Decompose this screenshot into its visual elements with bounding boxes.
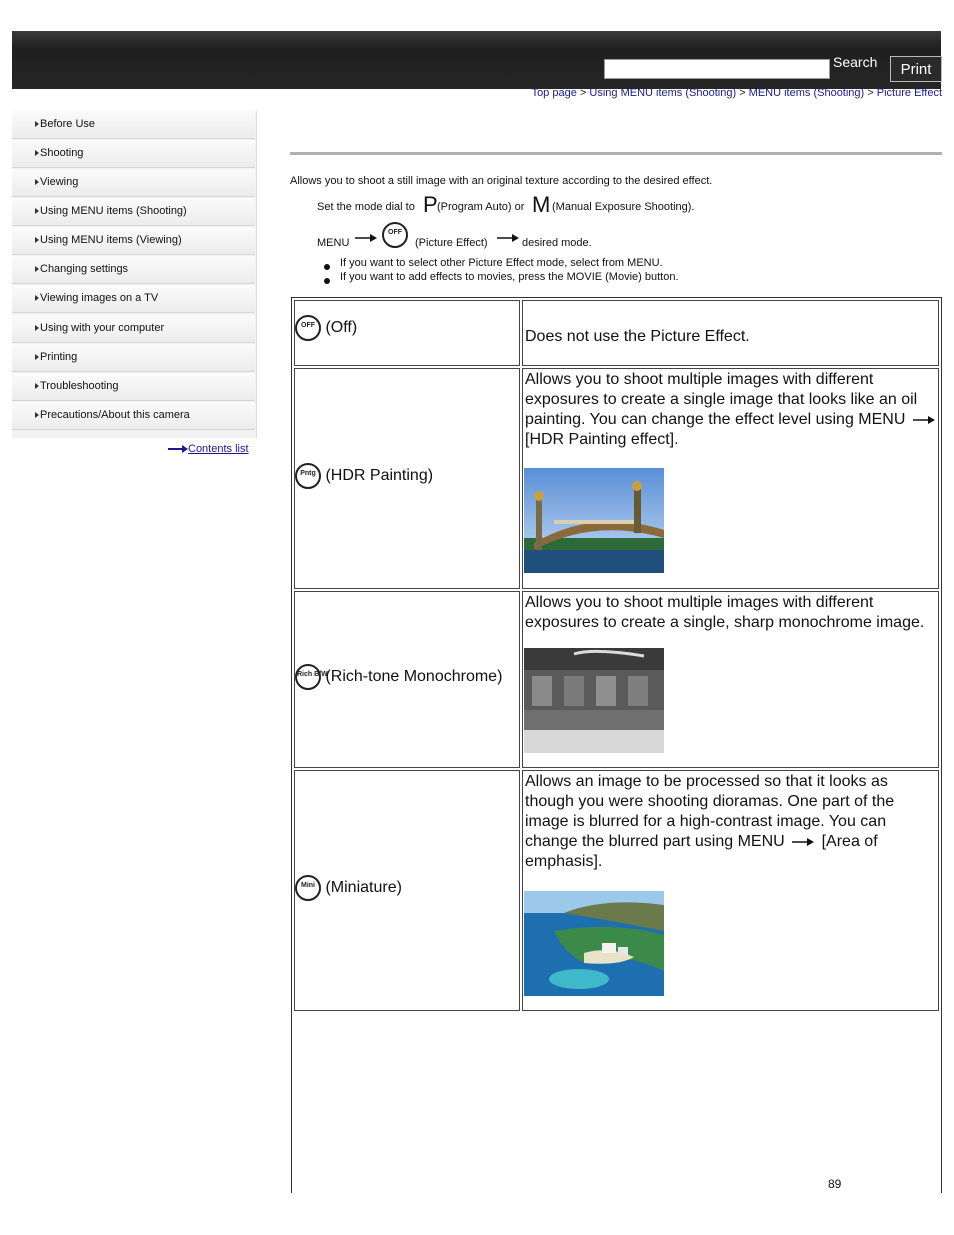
effect-name: OFF (Off)	[295, 315, 357, 341]
breadcrumb: Top page > Using MENU items (Shooting) > MENU items (Shooting) > Picture Effect	[531, 87, 942, 99]
sidebar-item-before-use[interactable]: Before Use	[12, 111, 255, 139]
manual-exposure-icon: M	[532, 192, 551, 217]
content-frame-left	[291, 297, 292, 1193]
page-number: 89	[828, 1177, 842, 1191]
picture-effect-off-icon: OFF	[295, 315, 321, 341]
arrow-right-icon	[497, 234, 519, 242]
sidebar-item-precautions[interactable]: Precautions/About this camera	[12, 402, 255, 430]
triangle-right-icon	[35, 383, 39, 389]
sidebar-item-printing[interactable]: Printing	[12, 344, 255, 372]
hdr-painting-icon: Pntg	[295, 463, 321, 489]
triangle-right-icon	[35, 121, 39, 127]
effect-description: Does not use the Picture Effect.	[525, 328, 750, 345]
effect-description: Allows an image to be processed so that it looks as though you were shooting dioramas. One part of the image is blurred for a high-contrast image. You can change the blurred part using MENU [Area of emphasis].	[525, 773, 895, 870]
effect-miniature-name-cell	[294, 770, 520, 1011]
triangle-right-icon	[35, 179, 39, 185]
effect-off-name-cell	[294, 300, 520, 366]
effect-rich-tone-mono-desc-cell	[522, 591, 939, 768]
breadcrumb-menu-items-shooting[interactable]: MENU items (Shooting)	[748, 87, 865, 99]
intro-text: Allows you to shoot a still image with an original texture according to the desired effect.	[290, 175, 713, 187]
effect-off-desc-cell	[522, 300, 939, 366]
triangle-right-icon	[35, 150, 39, 156]
hdr-painting-sample-photo	[524, 468, 664, 573]
breadcrumb-using-menu-shooting[interactable]: Using MENU items (Shooting)	[589, 87, 737, 99]
miniature-icon: Mini	[295, 875, 321, 901]
rich-tone-monochrome-icon: Rich B/W	[295, 664, 321, 690]
effect-hdr-painting-desc-cell	[522, 368, 939, 589]
effect-name: Pntg (HDR Painting)	[295, 463, 433, 489]
miniature-sample-photo	[524, 891, 664, 996]
sidebar-item-troubleshooting[interactable]: Troubleshooting	[12, 373, 255, 401]
sidebar-item-shooting[interactable]: Shooting	[12, 140, 255, 168]
effect-description: Allows you to shoot multiple images with different exposures to create a single image that looks like an oil painting. You can change the effect level using MENU [HDR Painting effect].	[525, 370, 939, 450]
search-label[interactable]: Search	[833, 54, 878, 70]
triangle-right-icon	[35, 208, 39, 214]
program-auto-icon: P	[423, 192, 438, 217]
arrow-right-icon	[913, 416, 935, 424]
bullet-icon	[324, 278, 330, 284]
effect-name: Mini (Miniature)	[295, 875, 402, 901]
content-frame-top	[291, 297, 942, 298]
sidebar-item-viewing[interactable]: Viewing	[12, 169, 255, 197]
effect-hdr-painting-name-cell	[294, 368, 520, 589]
arrow-right-icon	[168, 445, 188, 453]
picture-effect-icon: OFF	[382, 222, 408, 248]
sidebar	[12, 111, 257, 438]
search-input[interactable]	[604, 59, 830, 79]
triangle-right-icon	[35, 354, 39, 360]
contents-list-link[interactable]: Contents list	[168, 443, 249, 455]
arrow-right-icon	[355, 234, 377, 242]
effect-name: Rich B/W (Rich-tone Monochrome)	[295, 664, 502, 690]
sidebar-item-changing-settings[interactable]: Changing settings	[12, 256, 255, 284]
triangle-right-icon	[35, 325, 39, 331]
sidebar-item-using-menu-viewing[interactable]: Using MENU items (Viewing)	[12, 227, 255, 255]
note-2: If you want to add effects to movies, press the MOVIE (Movie) button.	[340, 271, 679, 283]
triangle-right-icon	[35, 412, 39, 418]
breadcrumb-picture-effect[interactable]: Picture Effect	[876, 87, 942, 99]
rich-tone-mono-sample-photo	[524, 648, 664, 753]
bullet-icon	[324, 264, 330, 270]
print-button[interactable]: Print	[890, 56, 942, 82]
effect-miniature-desc-cell	[522, 770, 939, 1011]
sidebar-item-using-computer[interactable]: Using with your computer	[12, 315, 255, 343]
effect-rich-tone-mono-name-cell	[294, 591, 520, 768]
title-divider	[290, 152, 942, 155]
triangle-right-icon	[35, 295, 39, 301]
triangle-right-icon	[35, 237, 39, 243]
note-1: If you want to select other Picture Effect mode, select from MENU.	[340, 257, 663, 269]
breadcrumb-top-page[interactable]: Top page	[531, 87, 577, 99]
arrow-right-icon	[792, 838, 814, 846]
sidebar-item-viewing-on-tv[interactable]: Viewing images on a TV	[12, 285, 255, 313]
triangle-right-icon	[35, 266, 39, 272]
effect-description: Allows you to shoot multiple images with different exposures to create a single, sharp monochrome image.	[525, 594, 925, 631]
content-frame-right	[941, 297, 942, 1193]
sidebar-item-using-menu-shooting[interactable]: Using MENU items (Shooting)	[12, 198, 255, 226]
